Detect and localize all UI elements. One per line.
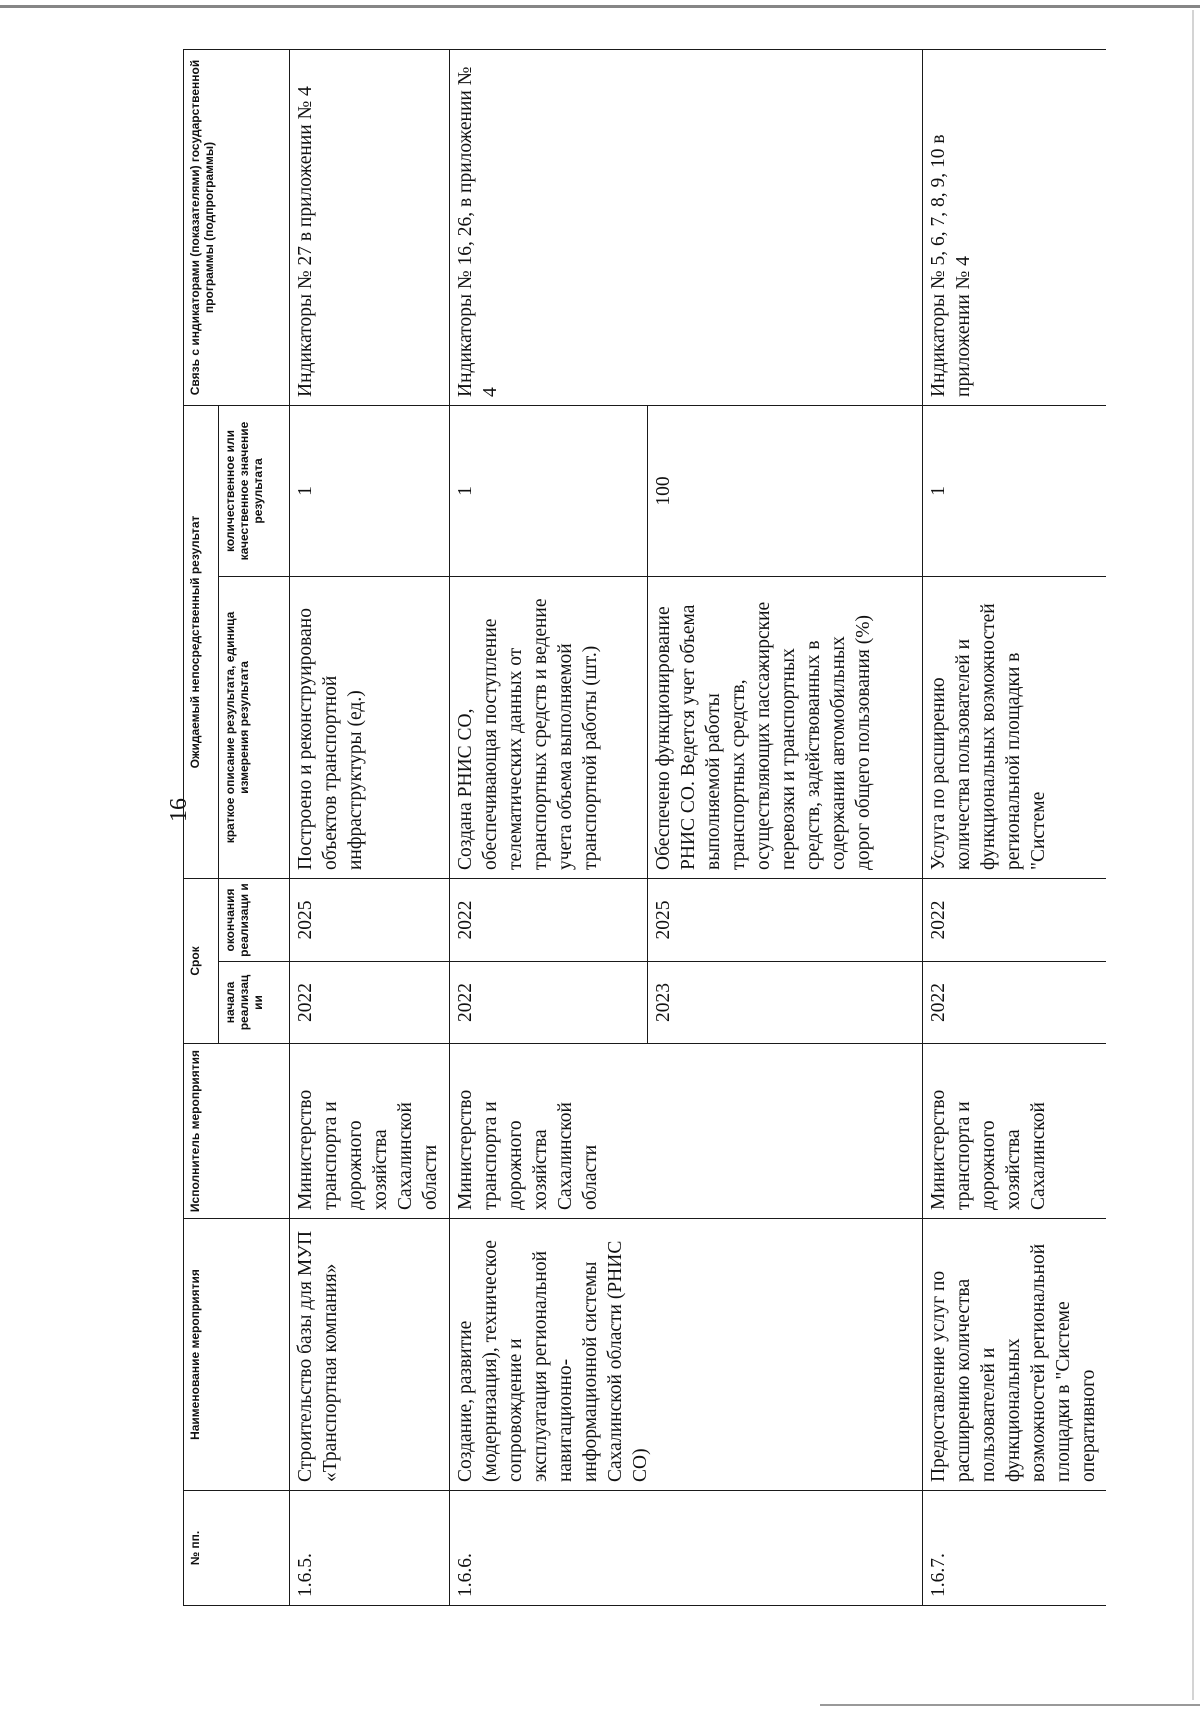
table-row [290, 49, 450, 1605]
indicator-link: Индикаторы № 27 в приложении № 4 [290, 49, 450, 405]
term-start: 2022 [450, 962, 648, 1044]
result-value: 1 [290, 405, 450, 576]
term-end: 2022 [450, 879, 648, 962]
term-end: 2022 [923, 879, 1106, 962]
result-description: Построено и реконструировано объектов транспортной инфраструктуры (ед.) [290, 577, 450, 879]
scan-edge-bottom [820, 1704, 1200, 1706]
table-row [450, 49, 648, 1605]
measure-name: Предоставление услуг по расширению количества пользователей и функциональных возможностей региональной площадки в "Системе оперативного [923, 1219, 1106, 1491]
result-value: 1 [923, 405, 1106, 576]
executor: Министерство транспорта и дорожного хозяйства Сахалинской [923, 1044, 1106, 1219]
scan-edge-right [1192, 10, 1194, 1700]
indicator-link: Индикаторы № 5, 6, 7, 8, 9, 10 в приложении № 4 [923, 49, 1106, 405]
result-description: Услуга по расширению количества пользователей и функциональных возможностей региональной площадки в "Системе [923, 577, 1106, 879]
header-result-value: количественное или качественное значение результата [219, 405, 290, 576]
page-number: 16 [166, 798, 192, 822]
scan-edge-top [0, 5, 1200, 8]
measure-name: Создание, развитие (модернизация), техническое сопровождение и эксплуатация региональной навигационно-информационной системы Сахалинской области (РНИС СО) [450, 1219, 923, 1491]
header-term-start: начала реализац ии [219, 962, 290, 1044]
row-number: 1.6.5. [290, 1491, 450, 1606]
result-description: Обеспечено функционирование РНИС СО. Ведется учет объема выполняемой работы транспортных средств, осуществляющих пассажирские перевозки и транспортных средств, задействованных в содержании автомобильных дорог общего пользования (%) [648, 577, 923, 879]
header-result: Ожидаемый непосредственный результат [184, 405, 219, 878]
result-value: 100 [648, 405, 923, 576]
rotated-page [183, 50, 1099, 1606]
row-number: 1.6.7. [923, 1491, 1106, 1606]
table-row [923, 49, 1106, 1605]
executor: Министерство транспорта и дорожного хозяйства Сахалинской области [450, 1044, 923, 1219]
header-link: Связь с индикаторами (показателями) государственной программы (подпрограммы) [184, 49, 290, 405]
header-result-desc: краткое описание результата, единица измерения результата [219, 577, 290, 879]
term-end: 2025 [648, 879, 923, 962]
header-executor: Исполнитель мероприятия [184, 1044, 290, 1219]
header-name: Наименование мероприятия [184, 1219, 290, 1491]
row-number: 1.6.6. [450, 1491, 923, 1606]
term-end: 2025 [290, 879, 450, 962]
executor: Министерство транспорта и дорожного хозяйства Сахалинской области [290, 1044, 450, 1219]
result-value: 1 [450, 405, 648, 576]
header-term-end: окончания реализаци и [219, 879, 290, 962]
term-start: 2022 [290, 962, 450, 1044]
result-description: Создана РНИС СО, обеспечивающая поступление телематических данных от транспортных средств и ведение учета объема выполняемой транспортной работы (шт.) [450, 577, 648, 879]
header-num: № пп. [184, 1491, 290, 1606]
term-start: 2022 [923, 962, 1106, 1044]
indicator-link: Индикаторы № 16, 26, в приложении № 4 [450, 49, 923, 405]
measure-name: Строительство базы для МУП «Транспортная компания» [290, 1219, 450, 1491]
header-term: Срок [184, 879, 219, 1044]
term-start: 2023 [648, 962, 923, 1044]
measures-table [183, 49, 1106, 1606]
